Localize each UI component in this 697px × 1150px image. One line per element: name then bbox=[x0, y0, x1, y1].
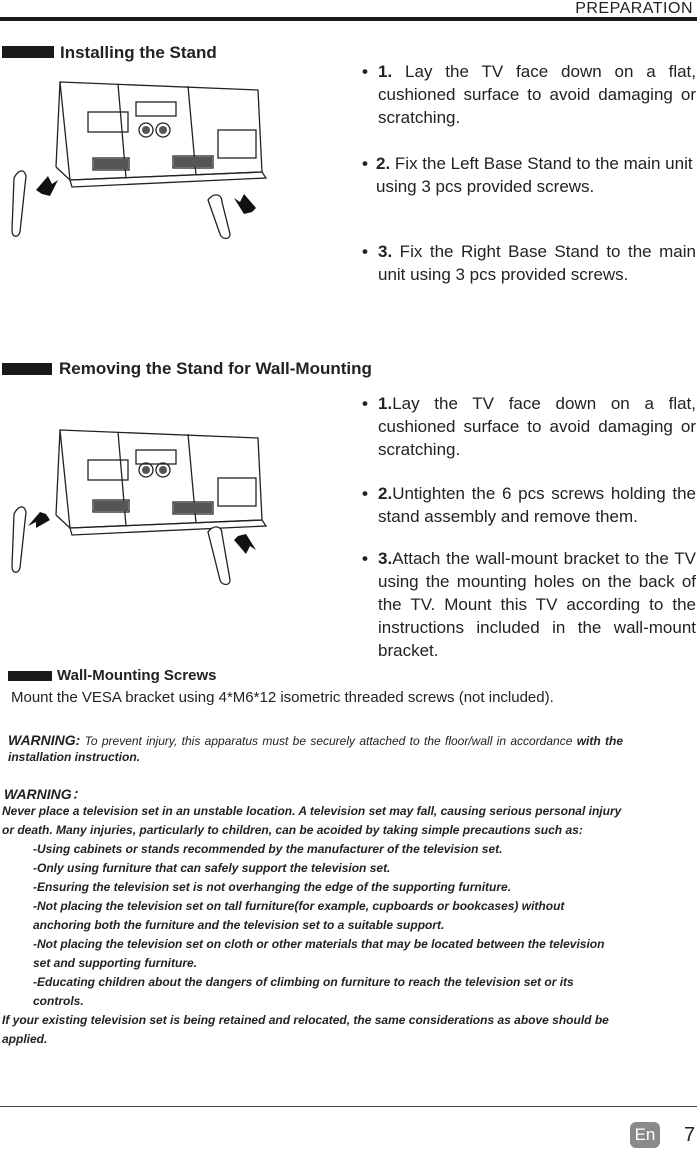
install-step-2: • 2. Fix the Left Base Stand to the main unit using 3 pcs provided screws. bbox=[362, 154, 693, 196]
section-title-install: Installing the Stand bbox=[60, 43, 217, 62]
section-title-screws: Wall-Mounting Screws bbox=[57, 667, 217, 684]
warning-attach-text-bold: with the installation instruction. bbox=[8, 734, 623, 764]
remove-step-2-text: Untighten the 6 pcs screws holding the stand assembly and remove them. bbox=[378, 484, 696, 526]
remove-step-3-text: Attach the wall-mount bracket to the TV using the mounting holes on the back of the TV. Mount this TV according to the instructions included in the wall-mount bracket. bbox=[378, 549, 696, 660]
install-step-1-num: 1. bbox=[378, 62, 393, 81]
warning-attach bbox=[8, 732, 623, 765]
remove-step-1-text: Lay the TV face down on a flat, cushioned surface to avoid damaging or scratching. bbox=[378, 394, 696, 459]
remove-step-2: • 2.Untighten the 6 pcs screws holding the stand assembly and remove them. bbox=[362, 484, 696, 526]
warning-stability-intro: Never place a television set in an unstable location. A television set may fall, causing serious personal injury or death. Many injuries, particularly to children, can be acoided by taking simple precautions such as: bbox=[2, 804, 622, 837]
section-bar-install bbox=[2, 46, 54, 58]
section-header: PREPARATION bbox=[575, 0, 693, 17]
install-step-3: • 3. Fix the Right Base Stand to the main unit using 3 pcs provided screws. bbox=[362, 242, 696, 284]
header-rule bbox=[0, 17, 697, 21]
install-step-2-text: Fix the Left Base Stand to the main unit using 3 pcs provided screws. bbox=[376, 154, 693, 196]
tv-stand-install-illustration bbox=[8, 72, 276, 240]
install-step-1: • 1. Lay the TV face down on a flat, cushioned surface to avoid damaging or scratching. bbox=[362, 62, 696, 127]
install-step-3-num: 3. bbox=[378, 242, 393, 261]
warning-item: -Only using furniture that can safely support the television set. bbox=[33, 861, 391, 875]
remove-step-1: • 1.Lay the TV face down on a flat, cushioned surface to avoid damaging or scratching. bbox=[362, 394, 696, 459]
section-title-remove: Removing the Stand for Wall-Mounting bbox=[59, 359, 372, 378]
warning-item: -Not placing the television set on cloth or other materials that may be located between the television set and supporting furniture. bbox=[33, 937, 605, 970]
warning-item: -Using cabinets or stands recommended by the manufacturer of the television set. bbox=[33, 842, 503, 856]
language-badge: En bbox=[630, 1122, 660, 1148]
page-number: 7 bbox=[684, 1124, 696, 1146]
warning-stability bbox=[2, 802, 622, 1049]
warning-attach-text: To prevent injury, this apparatus must be securely attached to the floor/wall in accordance bbox=[80, 734, 577, 748]
section-bar-screws bbox=[8, 671, 52, 681]
warning-item: -Not placing the television set on tall furniture(for example, cupboards or bookcases) without anchoring both the furniture and the television set to a suitable support. bbox=[33, 899, 565, 932]
footer-rule bbox=[0, 1106, 697, 1107]
install-step-2-num: 2. bbox=[376, 154, 391, 173]
warning-stability-title: WARNING： bbox=[4, 786, 86, 802]
remove-step-1-num: 1. bbox=[378, 394, 393, 413]
remove-step-3-num: 3. bbox=[378, 549, 393, 568]
warning-stability-outro: If your existing television set is being retained and relocated, the same considerations as above should be applied. bbox=[2, 1013, 609, 1046]
warning-item: -Ensuring the television set is not overhanging the edge of the supporting furniture. bbox=[33, 880, 512, 894]
section-bar-remove bbox=[2, 363, 52, 375]
remove-step-2-num: 2. bbox=[378, 484, 393, 503]
remove-step-3: • 3.Attach the wall-mount bracket to the TV using the mounting holes on the back of the TV. Mount this TV according to the instructions included in the wall-mount bracket. bbox=[362, 549, 696, 660]
vesa-instruction: Mount the VESA bracket using 4*M6*12 isometric threaded screws (not included). bbox=[11, 689, 554, 706]
warning-item: -Educating children about the dangers of climbing on furniture to reach the television set or its controls. bbox=[33, 975, 574, 1008]
tv-stand-remove-illustration bbox=[8, 420, 276, 588]
warning-attach-label: WARNING: bbox=[8, 732, 81, 748]
install-step-3-text: Fix the Right Base Stand to the main unit using 3 pcs provided screws. bbox=[378, 242, 696, 284]
install-step-1-text: Lay the TV face down on a flat, cushioned surface to avoid damaging or scratching. bbox=[378, 62, 696, 127]
